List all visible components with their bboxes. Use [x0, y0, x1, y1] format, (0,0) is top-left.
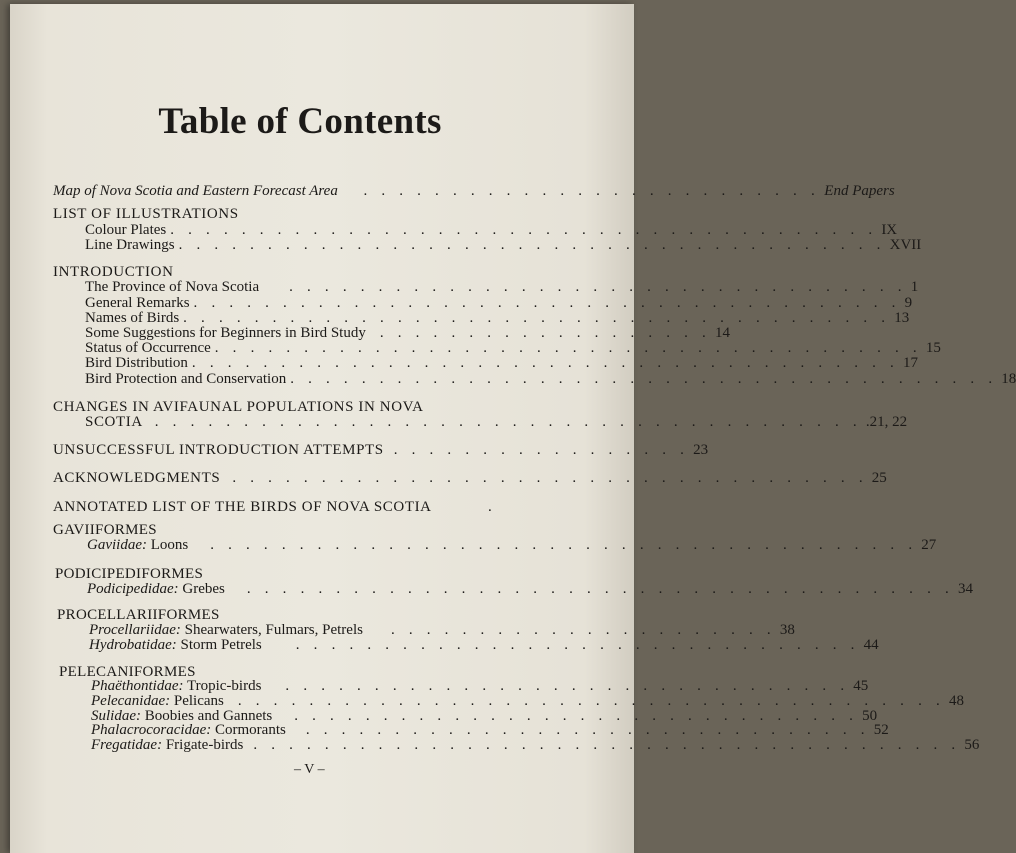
dot-leader: . . . . . . . . . . . . . . . . . . . . . . . . . . . . . . . . . . . . . . . .	[237, 693, 945, 709]
dot-leader: . . . . . . . . . . . . . . . . . . . . . . . . . . . . . . . . . . . . . . . .	[210, 537, 918, 553]
toc-page-number: 9	[904, 295, 913, 311]
page-title: Table of Contents	[158, 101, 442, 142]
order-heading: PODICIPEDIFORMES	[55, 566, 204, 582]
toc-entry-label: Bird Protection and Conservation	[85, 371, 287, 387]
common-name: Boobies and Gannets	[144, 708, 273, 724]
dot-leader: . . . . . . . . . . . . . . . . . . . . . . . . . . . . . . . . . . . .	[232, 470, 868, 486]
family-name: Sulidae:	[91, 708, 141, 724]
annotated-list-dot: .	[488, 499, 493, 515]
toc-page-number: 18	[1001, 371, 1016, 387]
toc-entry-label: Colour Plates	[85, 222, 167, 238]
toc-page-number: 27	[921, 537, 937, 553]
toc-page-number: IX	[881, 222, 898, 238]
toc-page-number: 52	[873, 722, 889, 738]
section-heading-changes: CHANGES IN AVIFAUNAL POPULATIONS IN NOVA	[53, 399, 424, 415]
dot-leader: . . . . . . . . . . . . . . . . . . . . . . . . . . . . . . . . . . . . . . . .	[178, 237, 886, 253]
dot-leader: . . . . . . . . . . . . . . . . . . .	[379, 325, 711, 341]
family-name: Phaëthontidae:	[91, 678, 184, 694]
toc-page-number: End Papers	[824, 183, 895, 199]
toc-page-number: XVII	[889, 237, 922, 253]
toc-entry-label: Bird Distribution	[85, 355, 188, 371]
toc-page-number: 44	[863, 637, 879, 653]
toc-entry-label	[87, 580, 225, 598]
toc-family-entry	[87, 536, 937, 554]
toc-family-entry	[91, 736, 980, 754]
toc-page-number: 1	[910, 279, 919, 295]
dot-leader: . . . . . . . . . . . . . . . . . . . . . . . . . . . . . . . . . . . . . . . .	[191, 355, 899, 371]
common-name: Tropic-birds	[186, 678, 262, 694]
toc-entry	[85, 236, 922, 254]
toc-page-number: 34	[957, 581, 973, 597]
toc-entry-label: Map of Nova Scotia and Eastern Forecast Area	[53, 183, 338, 199]
toc-page-number: 15	[925, 340, 941, 356]
toc-entry-label: Status of Occurrence	[85, 340, 211, 356]
dot-leader: . . . . . . . . . . . . . . . . . . . . . . . . . . . . . . . . . . . . . . . .	[193, 295, 901, 311]
dot-leader: . . . . . . . . . . . . . . . . . . . . . . . . . . . . . . . . . . . . . . . .	[290, 371, 998, 387]
toc-page-number: 13	[894, 310, 910, 326]
dot-leader: . . . . . . . . . . . . . . . . . . . . . . . . . . . . . . . .	[285, 678, 850, 694]
toc-entry-label: UNSUCCESSFUL INTRODUCTION ATTEMPTS	[53, 442, 384, 458]
toc-entry-label	[89, 636, 262, 654]
toc-page-number: 45	[853, 678, 869, 694]
common-name: Loons	[150, 537, 189, 553]
common-name: Grebes	[182, 581, 225, 597]
toc-entry-label: General Remarks	[85, 295, 190, 311]
common-name: Cormorants	[215, 722, 286, 738]
section-heading-annotated-list: ANNOTATED LIST OF THE BIRDS OF NOVA SCOTIA	[53, 499, 432, 515]
dot-leader: . . . . . . . . . . . . . . . . . . . . . .	[390, 622, 776, 638]
toc-page-number: 25	[871, 470, 887, 486]
toc-page-number: 56	[964, 737, 980, 753]
toc-entry-label: Line Drawings	[85, 237, 175, 253]
order-heading: GAVIIFORMES	[53, 522, 157, 538]
toc-entry	[85, 370, 1016, 388]
dot-leader: . . . . . . . . . . . . . . . . . . . . . . . . . . . . . . . . . . . . . . . .	[214, 340, 922, 356]
toc-page-number: 50	[862, 708, 878, 724]
toc-entry-label: Some Suggestions for Beginners in Bird Study	[85, 325, 366, 341]
family-name: Fregatidae:	[91, 737, 163, 753]
toc-entry-unsuccessful	[53, 441, 709, 459]
family-name: Procellariidae:	[89, 622, 181, 638]
dot-leader: . . . . . . . . . . . . . . . . . . . . . . . . . . . . . . . . . . .	[289, 279, 907, 295]
dot-leader: . . . . . . . . . . . . . . . . . . . . . . . . . . . . . . . .	[295, 637, 860, 653]
toc-page-number: 38	[779, 622, 795, 638]
common-name: Storm Petrels	[180, 637, 262, 653]
common-name: Frigate-birds	[165, 737, 244, 753]
order-heading: PROCELLARIIFORMES	[57, 607, 220, 623]
toc-family-entry	[89, 636, 879, 654]
page-folio: – V –	[294, 762, 325, 777]
toc-entry-changes	[85, 413, 908, 431]
family-name: Podicipedidae:	[87, 581, 179, 597]
book-page	[10, 4, 1016, 853]
toc-entry-label: The Province of Nova Scotia	[85, 279, 260, 295]
dot-leader: . . . . . . . . . . . . . . . . .	[393, 442, 690, 458]
dot-leader: . . . . . . . . . . . . . . . . . . . . . . . . . . . . . . . .	[294, 708, 859, 724]
dot-leader: . . . . . . . . . . . . . . . . . . . . . . . . . . . . . . . . . . . . . . . .	[154, 414, 862, 430]
toc-page-number: 48	[948, 693, 964, 709]
toc-page-number: .21, 22	[865, 414, 908, 430]
dot-leader: . . . . . . . . . . . . . . . . . . . . . . . . . . . . . . . . . . . . . . . .	[246, 581, 954, 597]
dot-leader: . . . . . . . . . . . . . . . . . . . . . . . . . . . . . . . .	[305, 722, 870, 738]
toc-entry-map	[53, 182, 895, 200]
toc-entry-label: Names of Birds	[85, 310, 180, 326]
dot-leader: . . . . . . . . . . . . . . . . . . . . . . . . . .	[363, 183, 821, 199]
toc-entry-label	[87, 536, 188, 554]
dot-leader: . . . . . . . . . . . . . . . . . . . . . . . . . . . . . . . . . . . . . . . .	[183, 310, 891, 326]
section-heading-introduction: INTRODUCTION	[53, 264, 174, 280]
family-name: Gaviidae:	[87, 537, 147, 553]
common-name: Shearwaters, Fulmars, Petrels	[184, 622, 363, 638]
toc-entry-label: SCOTIA	[85, 414, 143, 430]
section-heading-illustrations: LIST OF ILLUSTRATIONS	[53, 206, 239, 222]
dot-leader: . . . . . . . . . . . . . . . . . . . . . . . . . . . . . . . . . . . . . . . .	[253, 737, 961, 753]
toc-page-number: 23	[693, 442, 709, 458]
toc-entry-acknowledgments	[53, 469, 887, 487]
order-heading: PELECANIFORMES	[59, 664, 196, 680]
family-name: Hydrobatidae:	[89, 637, 177, 653]
dot-leader: . . . . . . . . . . . . . . . . . . . . . . . . . . . . . . . . . . . . . . . .	[170, 222, 878, 238]
family-name: Pelecanidae:	[91, 693, 171, 709]
toc-entry-label	[91, 736, 243, 754]
toc-page-number: 14	[715, 325, 730, 341]
family-name: Phalacrocoracidae:	[91, 722, 212, 738]
toc-entry-label: ACKNOWLEDGMENTS	[53, 470, 221, 486]
toc-page-number: 17	[902, 355, 918, 371]
common-name: Pelicans	[173, 693, 224, 709]
toc-family-entry	[87, 580, 973, 598]
